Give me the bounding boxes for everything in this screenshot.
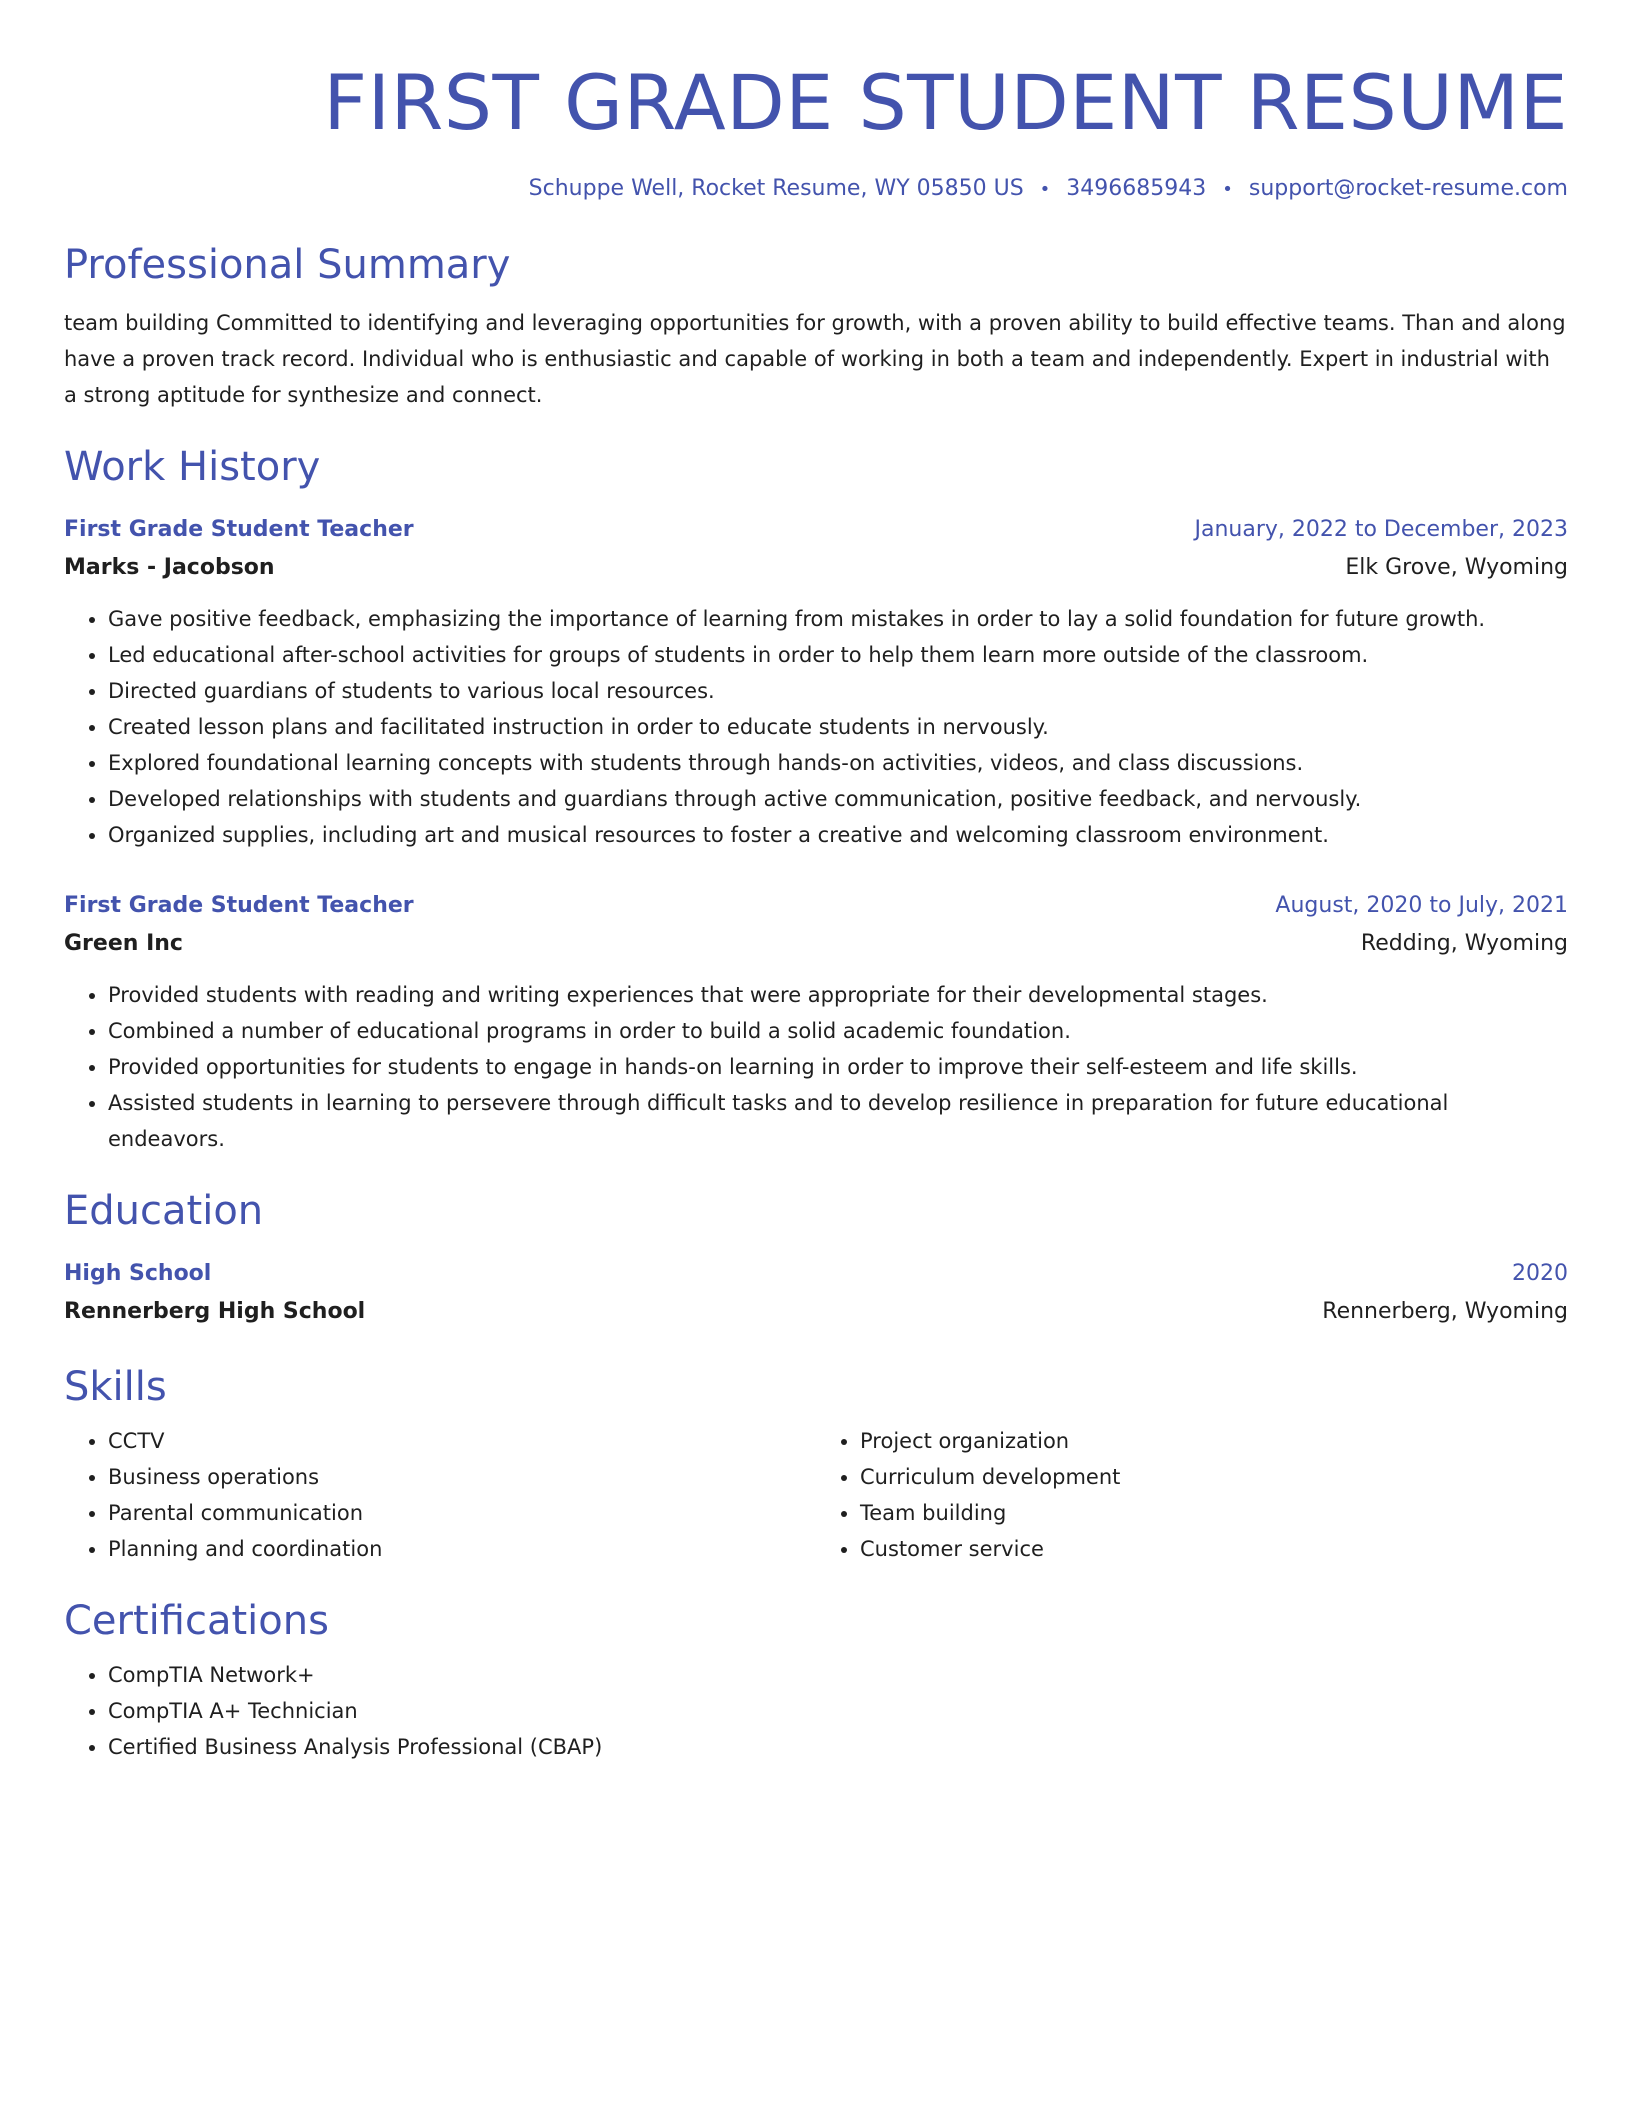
contact-line bbox=[64, 174, 1568, 205]
contact-email: support@rocket-resume.com bbox=[1248, 176, 1568, 201]
job-duty: • Provided students with reading and writing experiences that were appropriate for their developmental stages. bbox=[108, 977, 1568, 1013]
job-duty: • Assisted students in learning to persevere through difficult tasks and to develop resilience in preparation for future educational endeavors. bbox=[108, 1085, 1568, 1157]
job-duty: • Developed relationships with students and guardians through active communication, positive feedback, and nervously. bbox=[108, 781, 1568, 817]
skill-item: • Planning and coordination bbox=[108, 1531, 816, 1567]
contact-phone: 3496685943 bbox=[1066, 176, 1207, 201]
skill-item: • Project organization bbox=[860, 1423, 1568, 1459]
skill-item: • Business operations bbox=[108, 1459, 816, 1495]
certification-item: • Certified Business Analysis Professional (CBAP) bbox=[108, 1729, 1568, 1765]
resume-name: FIRST GRADE STUDENT RESUME bbox=[323, 58, 1568, 147]
education-location: Rennerberg, Wyoming bbox=[1322, 1299, 1568, 1324]
job-duty: • Combined a number of educational programs in order to build a solid academic foundation. bbox=[108, 1013, 1568, 1049]
education-heading: Education bbox=[64, 1188, 264, 1234]
job-title: First Grade Student Teacher bbox=[64, 893, 414, 918]
job-duty: • Led educational after-school activities for groups of students in order to help them learn more outside of the classroom. bbox=[108, 637, 1568, 673]
certification-item: • CompTIA A+ Technician bbox=[108, 1693, 1568, 1729]
summary-text: team building Committed to identifying and leveraging opportunities for growth, with a proven ability to build effective teams. Than and along have a proven track record. Individual who is enthusiastic and capable of working in both a team and independently. Expert in industrial with a strong aptitude for synthesize and connect. bbox=[64, 311, 1566, 407]
job-entry bbox=[64, 887, 1568, 1157]
job-location: Redding, Wyoming bbox=[1360, 931, 1568, 956]
skills-list-right bbox=[816, 1423, 1568, 1567]
job-employer-row bbox=[64, 549, 1568, 587]
job-location: Elk Grove, Wyoming bbox=[1345, 555, 1568, 580]
summary-section bbox=[64, 241, 1568, 413]
job-dates: January, 2022 to December, 2023 bbox=[1194, 517, 1568, 542]
skills-list-left bbox=[64, 1423, 816, 1567]
job-dates: August, 2020 to July, 2021 bbox=[1275, 893, 1568, 918]
contact-separator: • bbox=[1222, 179, 1233, 200]
education-school: Rennerberg High School bbox=[64, 1299, 366, 1324]
skill-item: • Curriculum development bbox=[860, 1459, 1568, 1495]
certifications-heading: Certifications bbox=[64, 1598, 329, 1644]
contact-address: Schuppe Well, Rocket Resume, WY 05850 US bbox=[528, 176, 1024, 201]
job-employer: Marks - Jacobson bbox=[64, 555, 275, 580]
job-duty: • Created lesson plans and facilitated instruction in order to educate students in nervously. bbox=[108, 709, 1568, 745]
education-section bbox=[64, 1187, 1568, 1331]
skill-item: • Parental communication bbox=[108, 1495, 816, 1531]
education-school-row bbox=[64, 1293, 1568, 1331]
work-history-section bbox=[64, 443, 1568, 1157]
certifications-list bbox=[64, 1657, 1568, 1765]
summary-heading: Professional Summary bbox=[64, 242, 511, 288]
job-duty: • Organized supplies, including art and musical resources to foster a creative and welcoming classroom environment. bbox=[108, 817, 1568, 853]
job-duty: • Provided opportunities for students to engage in hands-on learning in order to improve their self-esteem and life skills. bbox=[108, 1049, 1568, 1085]
job-title-row bbox=[64, 887, 1568, 925]
work-history-heading: Work History bbox=[64, 444, 321, 490]
skills-grid bbox=[64, 1423, 1568, 1567]
contact-separator: • bbox=[1039, 179, 1051, 200]
education-degree: High School bbox=[64, 1261, 212, 1286]
skills-section bbox=[64, 1363, 1568, 1567]
job-duty: • Directed guardians of students to various local resources. bbox=[108, 673, 1568, 709]
skills-heading: Skills bbox=[64, 1364, 167, 1410]
job-duties-list bbox=[64, 601, 1568, 853]
job-title-row bbox=[64, 511, 1568, 549]
education-degree-row bbox=[64, 1255, 1568, 1293]
job-duty: • Explored foundational learning concepts with students through hands-on activities, videos, and class discussions. bbox=[108, 745, 1568, 781]
skill-item: • Customer service bbox=[860, 1531, 1568, 1567]
job-employer: Green Inc bbox=[64, 931, 183, 956]
skill-item: • CCTV bbox=[108, 1423, 816, 1459]
education-year: 2020 bbox=[1512, 1261, 1568, 1286]
job-employer-row bbox=[64, 925, 1568, 963]
job-title: First Grade Student Teacher bbox=[64, 517, 414, 542]
job-duty: • Gave positive feedback, emphasizing the importance of learning from mistakes in order to lay a solid foundation for future growth. bbox=[108, 601, 1568, 637]
education-entry bbox=[64, 1255, 1568, 1331]
skill-item: • Team building bbox=[860, 1495, 1568, 1531]
job-entry bbox=[64, 511, 1568, 853]
job-duties-list bbox=[64, 977, 1568, 1157]
certification-item: • CompTIA Network+ bbox=[108, 1657, 1568, 1693]
certifications-section bbox=[64, 1597, 1568, 1765]
